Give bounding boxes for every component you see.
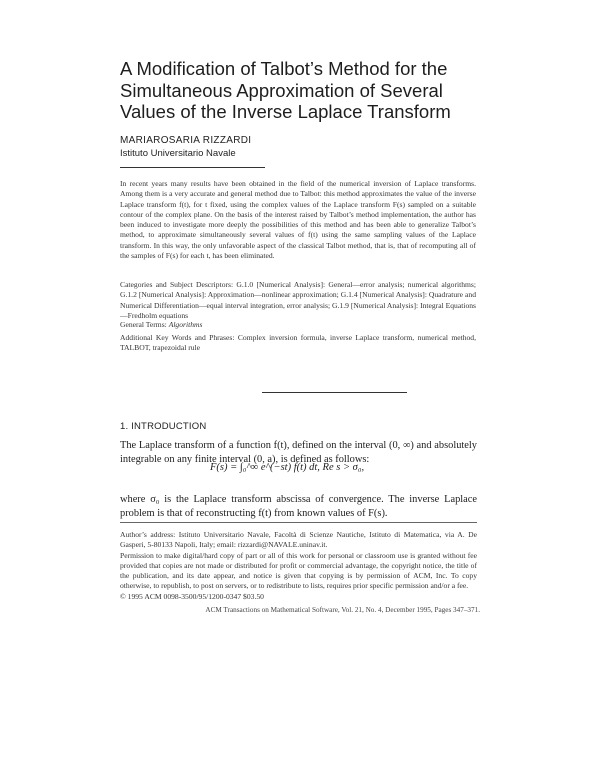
author-affiliation: Istituto Universitario Navale [120,148,236,159]
section-heading: 1. INTRODUCTION [120,421,207,432]
footnote-address: Author’s address: Istituto Universitario Navale, Facoltà di Scienze Nautiche, Istituto di Matematica, via A. De Gasperi, 5-80133 Napoli, Italy; email: rizzardi@NAVALE.uninav.it. [120,530,477,550]
general-terms-text: Algorithms [168,320,203,329]
author-name: MARIAROSARIA RIZZARDI [120,135,252,146]
footnote [120,530,477,602]
footnote-permission: Permission to make digital/hard copy of part or all of this work for personal or classroom use is granted without fee provided that copies are not made or distributed for profit or commercial advantage, the copyright notice, the title of the publication, and its date appear, and notice is given that copying is by permission of ACM, Inc. To copy otherwise, to republish, to post on servers, or to redistribute to lists, requires prior specific permission and/or a fee. [120,550,477,591]
keywords-text: Complex inversion formula, inverse Laplace transform, numerical method, TALBOT, trapezoidal rule [120,333,476,353]
intro-paragraph-2: where σ₀ is the Laplace transform abscissa of convergence. The inverse Laplace problem is that of reconstructing f(t) from known values of F(s). [120,494,477,519]
general-terms [120,320,476,330]
footnote-rule [120,522,477,523]
laplace-equation: F(s) = ∫₀^∞ e^(−st) f(t) dt, Re s > σ₀, [210,462,365,473]
header-rule [120,167,265,168]
paper-title: A Modification of Talbot’s Method for the Simultaneous Approximation of Several Values of the Inverse Laplace Transform [120,58,451,122]
abstract: In recent years many results have been obtained in the field of the numerical inversion of Laplace transforms. Among them is a very accurate and general method due to Talbot: this method approximates the value of the inverse Laplace transform f(t), for t fixed, using the complex values of the Laplace transform F(s) sampled on a suitable contour of the complex plane. On the basis of the interest raised by Talbot’s method implementation, the author has been induced to investigate more deeply the possibilities of this method and has been able to generalize Talbot’s method, to approximate simultaneously several values of f(t) using the same sampling values of the Laplace transform. In this way, the only unfavorable aspect of the classical Talbot method, that is, that of recomputing all of the samples of F(s) for each t, has been eliminated. [120,179,476,261]
footnote-copyright: © 1995 ACM 0098-3500/95/1200-0347 $03.50 [120,591,264,601]
keywords-block [120,333,476,354]
journal-citation: ACM Transactions on Mathematical Software, Vol. 21, No. 4, December 1995, Pages 347–371. [205,606,480,614]
categories-block [120,280,476,321]
keywords-label: Additional Key Words and Phrases: [120,333,235,342]
intro-paragraph-1: The Laplace transform of a function f(t), defined on the interval (0, ∞) and absolutely integrable on any finite interval (0, a), is defined as follows: [120,440,477,465]
categories-label: Categories and Subject Descriptors: [120,280,234,289]
categories-text: G.1.0 [Numerical Analysis]: General—error analysis; numerical algorithms; G.1.2 [Numerical Analysis]: Approximation—nonlinear approximation; G.1.4 [Numerical Analysis]: Quadrature and Numerical Differentiation—equal interval integration, error analysis; G.1.9 [Numerical Analysis]: Integral Equations—Fredholm equations [120,280,476,320]
general-terms-label: General Terms: [120,320,167,329]
abstract-rule [262,392,407,393]
